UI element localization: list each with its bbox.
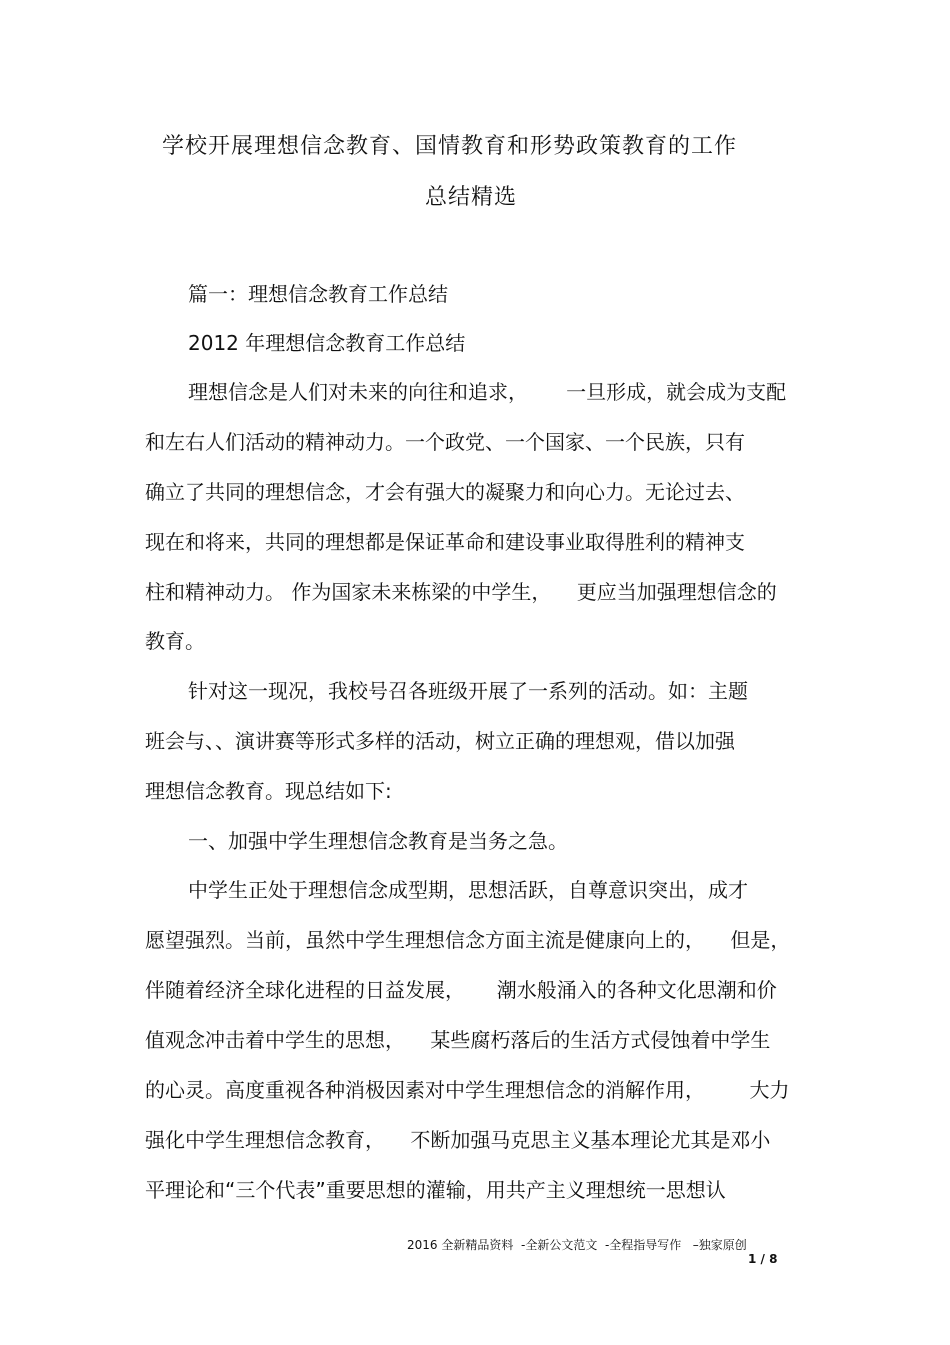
body-line: 一、加强中学生理想信念教育是当务之急。 [188, 829, 568, 853]
document-title-line-1: 学校开展理想信念教育、国情教育和形势政策教育的工作 [162, 134, 738, 159]
body-line: 和左右人们活动的精神动力。一个政党、一个国家、一个民族，只有 [145, 430, 745, 454]
body-line: 柱和精神动力。 作为国家未来栋梁的中学生， 更应当加强理想信念的 [145, 580, 777, 604]
body-line: 理想信念教育。现总结如下: [145, 779, 392, 803]
body-line: 现在和将来，共同的理想都是保证革命和建设事业取得胜利的精神支 [145, 530, 745, 554]
subsection-heading: 2012 年理想信念教育工作总结 [188, 331, 466, 355]
body-line: 教育。 [145, 629, 205, 653]
body-line: 值观念冲击着中学生的思想， 某些腐朽落后的生活方式侵蚀着中学生 [145, 1028, 771, 1052]
body-line: 平理论和“三个代表”重要思想的灌输，用共产主义理想统一思想认 [145, 1178, 726, 1202]
body-line: 愿望强烈。当前，虽然中学生理想信念方面主流是健康向上的， 但是， [145, 928, 791, 952]
page-number: 1 / 8 [748, 1252, 778, 1266]
section-heading: 篇一：理想信念教育工作总结 [188, 282, 448, 306]
body-line: 的心灵。高度重视各种消极因素对中学生理想信念的消解作用， 大力 [145, 1078, 790, 1102]
body-line: 中学生正处于理想信念成型期，思想活跃，自尊意识突出，成才 [188, 878, 748, 902]
body-line: 针对这一现况，我校号召各班级开展了一系列的活动。如：主题 [188, 679, 748, 703]
document-title-line-2: 总结精选 [425, 185, 518, 210]
body-line: 伴随着经济全球化进程的日益发展， 潮水般涌入的各种文化思潮和价 [145, 978, 777, 1002]
body-line: 班会与、、演讲赛等形式多样的活动，树立正确的理想观，借以加强 [145, 729, 735, 753]
body-line: 确立了共同的理想信念，才会有强大的凝聚力和向心力。无论过去、 [145, 480, 745, 504]
body-line: 强化中学生理想信念教育， 不断加强马克思主义基本理论尤其是邓小 [145, 1128, 771, 1152]
body-line: 理想信念是人们对未来的向往和追求， 一旦形成，就会成为支配 [188, 380, 787, 404]
footer-text: 2016 全新精品资料 -全新公文范文 -全程指导写作 –独家原创 [407, 1238, 747, 1252]
